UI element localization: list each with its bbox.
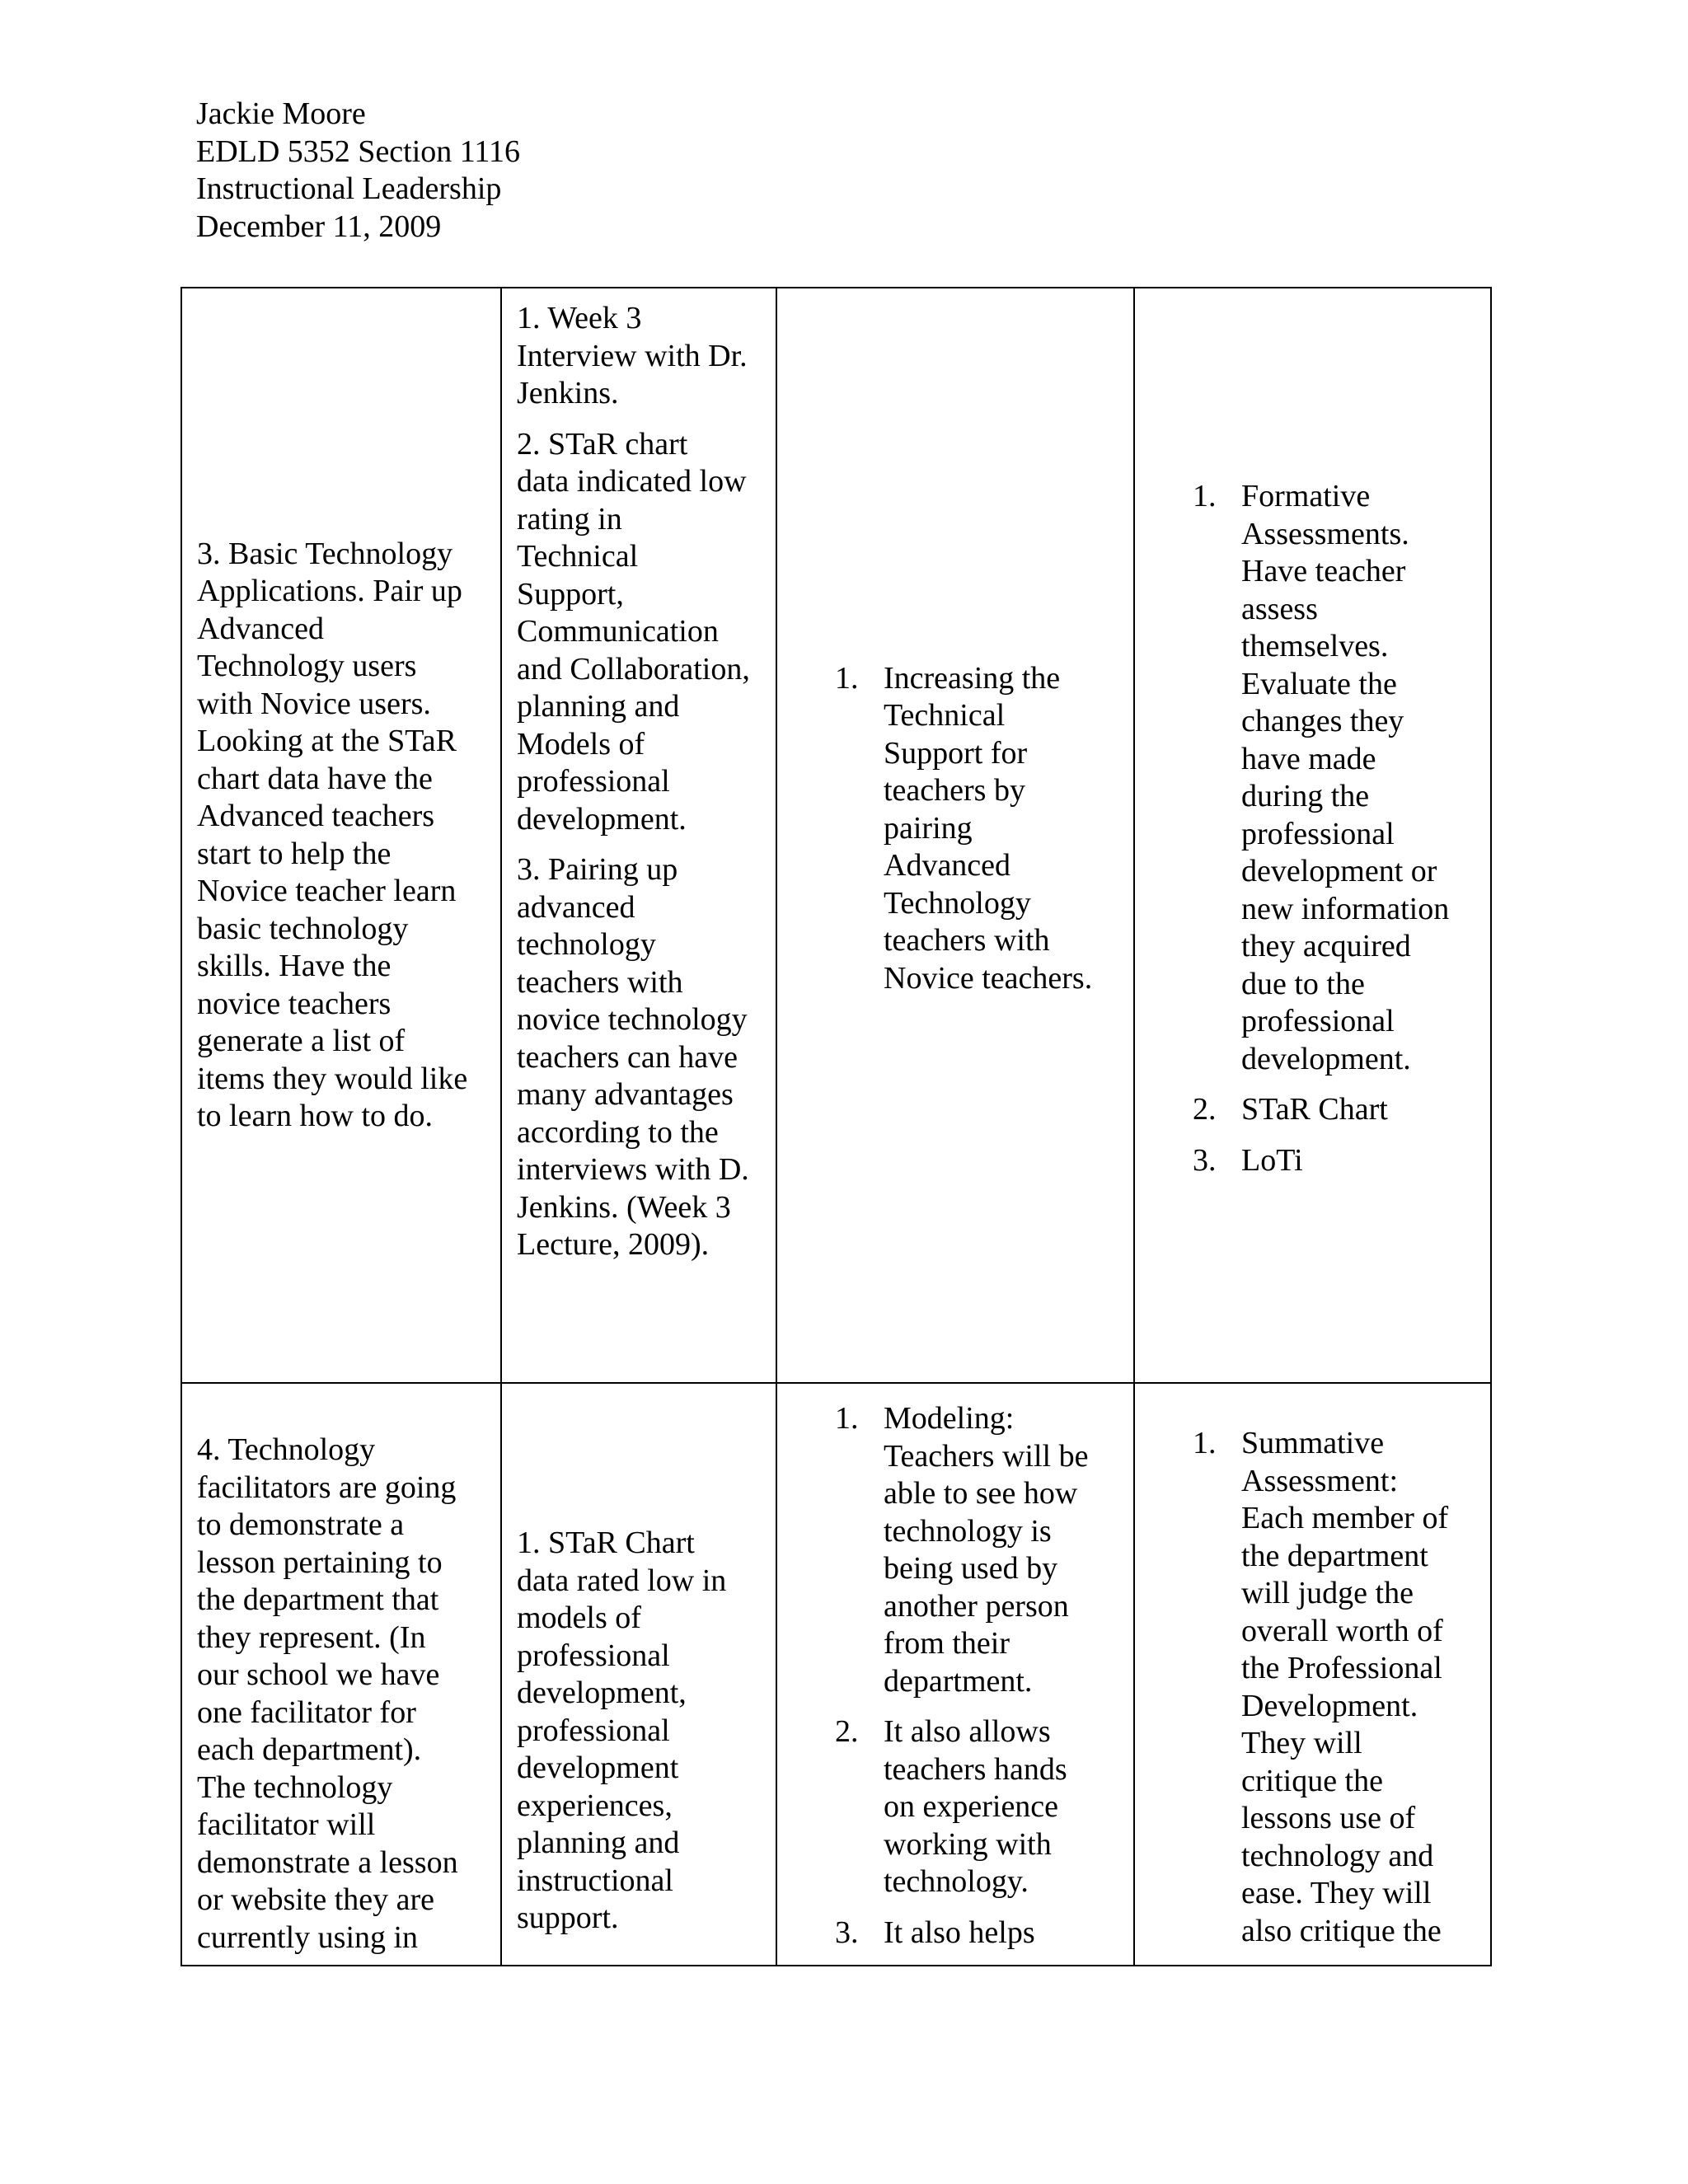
list-item [1193,478,1490,1078]
rationale-wrap [517,1398,776,1938]
course-subject: Instructional Leadership [196,171,502,206]
list-item [1193,1142,1490,1180]
list-text: Modeling: Teachers will be able to see how technology is being used by another person from their department. [884,1401,1089,1699]
outcomes-list [835,1400,1133,1952]
activity-text: 3. Basic Technology Applications. Pair up Advanced Technology users with Novice users. Looking at the STaR chart data have the Advanced teachers start to help the Novice teacher learn basic technology skills. Have the novice teachers generate a list of items they would like to learn how to do. [197,536,468,1133]
list-number: 3. [835,1915,859,1950]
rationale-paragraph: 1. STaR Chart data rated low in models of professional development, professional development experiences, planning and instructional support. [517,1526,727,1936]
evaluation-list [1193,1425,1490,1950]
list-number: 1. [835,660,859,696]
list-text: STaR Chart [1241,1092,1388,1127]
outcomes-wrap [835,660,1133,998]
rationale-wrap [517,288,776,1264]
rationale-cell [501,288,776,1383]
author-name: Jackie Moore [196,96,366,131]
list-number: 2. [1193,1092,1217,1127]
rationale-paragraph: 2. STaR chart data indicated low rating in Technical Support, Communication and Collaboration, planning and Models of professional development. [517,426,750,837]
evaluation-wrap [1193,478,1490,1179]
evaluation-cell [1134,288,1491,1383]
list-number: 3. [1193,1142,1217,1178]
action-plan-table [181,287,1492,1966]
activity-text: 4. Technology facilitators are going to demonstrate a lesson pertaining to the department that they represent. (In our school we have one facilitator for each department). The technology facilitator will demonstrate a lesson or website they are currently using in [197,1432,458,1955]
list-item [835,1400,1133,1700]
rationale-paragraph: 3. Pairing up advanced technology teachers with novice technology teachers can have many advantages according to the interviews with D. Jenkins. (Week 3 Lecture, 2009). [517,852,749,1262]
list-text: Increasing the Technical Support for teachers by pairing Advanced Technology teachers with Novice teachers. [884,660,1093,996]
evaluation-list [1193,478,1490,1179]
list-item [835,1713,1133,1901]
list-text: It also allows teachers hands on experience working with technology. [884,1714,1067,1899]
list-number: 2. [835,1714,859,1749]
table-row [181,288,1491,1383]
document-header [196,96,520,246]
list-number: 1. [1193,1426,1217,1460]
rationale-paragraph: 1. Week 3 Interview with Dr. Jenkins. [517,301,748,410]
outcomes-cell [776,1383,1134,1966]
evaluation-cell [1134,1383,1491,1966]
list-number: 1. [835,1401,859,1436]
list-text: Formative Assessments. Have teacher assess themselves. Evaluate the changes they have made during the professional development or new information they acquired due to the professional development. [1241,479,1450,1076]
activity-cell [181,288,501,1383]
list-item [835,1915,1133,1952]
course-number: EDLD 5352 Section 1116 [196,134,520,169]
list-item [1193,1425,1490,1950]
table-row [181,1383,1491,1966]
list-item [1193,1091,1490,1129]
evaluation-wrap [1193,1385,1490,1950]
list-number: 1. [1193,479,1217,513]
list-text: LoTi [1241,1142,1303,1178]
outcomes-list [835,660,1133,998]
activity-cell [181,1383,501,1966]
rationale-cell [501,1383,776,1966]
outcomes-cell [776,288,1134,1383]
outcomes-wrap [835,1384,1133,1952]
document-date: December 11, 2009 [196,209,442,244]
list-text: Summative Assessment: Each member of the department will judge the overall worth of the Professional Development. They will critique the lessons use of technology and ease. They will also critique the [1241,1426,1449,1948]
list-text: It also helps [884,1915,1035,1950]
list-item [835,660,1133,998]
